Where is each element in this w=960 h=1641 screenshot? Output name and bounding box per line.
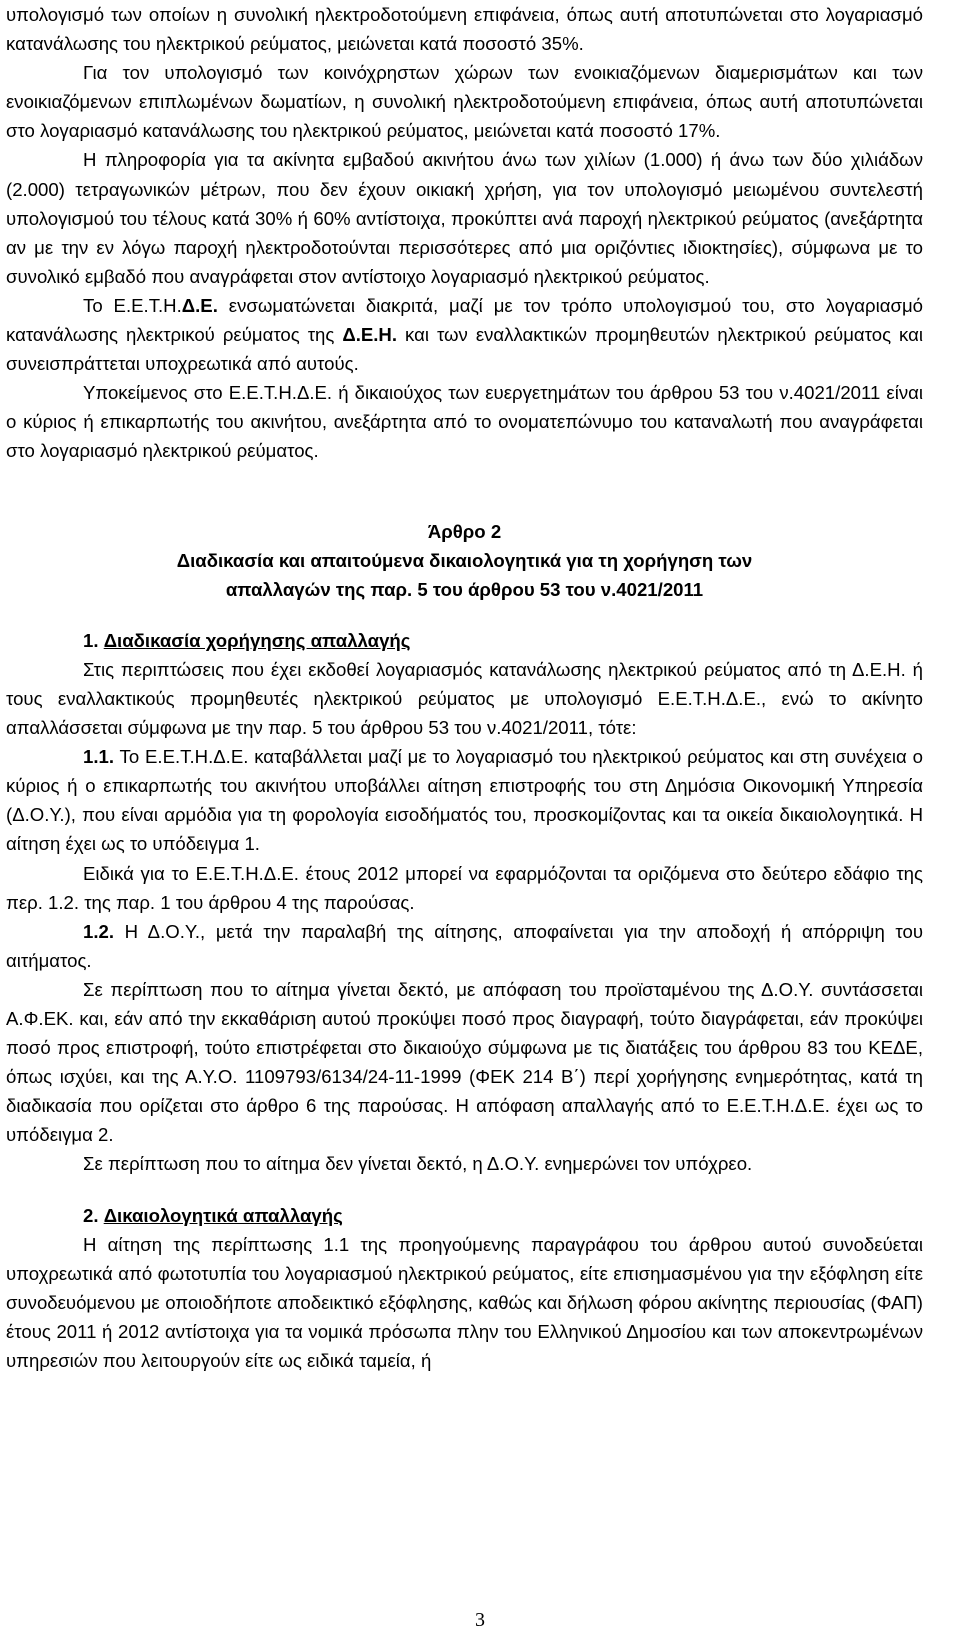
bold-text: Δ.Ε. xyxy=(181,294,218,316)
section-heading xyxy=(6,626,923,655)
page-number: 3 xyxy=(475,1609,485,1631)
paragraph: Σε περίπτωση που το αίτημα δεν γίνεται δεκτό, η Δ.Ο.Υ. ενημερώνει τον υπόχρεο. xyxy=(83,1153,753,1175)
section-number: 2. xyxy=(83,1204,99,1226)
text-run: Το Ε.Ε.Τ.Η. xyxy=(83,294,182,316)
paragraph: Ειδικά για το Ε.Ε.Τ.Η.Δ.Ε. έτους 2012 μπορεί να εφαρμόζονται τα οριζόμενα στο δεύτερο εδάφιο της περ. 1.2. της παρ. 1 του άρθρου 4 της παρούσας. xyxy=(6,862,923,913)
section-title: Δικαιολογητικά απαλλαγής xyxy=(103,1204,343,1226)
subsection-number: 1.1. xyxy=(83,746,115,768)
paragraph xyxy=(6,742,923,858)
text-run: Η Δ.Ο.Υ., μετά την παραλαβή της αίτησης, αποφαίνεται για την αποδοχή ή απόρριψη του αιτήματος. xyxy=(6,920,923,971)
paragraph xyxy=(6,291,923,378)
paragraph xyxy=(6,917,923,975)
text-run: και των εναλλακτικών προμηθευτών ηλεκτρικού ρεύματος και συνεισπράττεται υποχρεωτικά από αυτούς. xyxy=(6,324,923,375)
article-heading xyxy=(6,517,923,604)
paragraph: Η πληροφορία για τα ακίνητα εμβαδού ακινήτου άνω των χιλίων (1.000) ή άνω των δύο χιλιάδων (2.000) τετραγωνικών μέτρων, που δεν έχουν οικιακή χρήση, για τον υπολογισμό μειωμένου συντελεστή υπολογισμού του τέλους κατά 30% ή 60% αντίστοιχα, προκύπτει ανά παροχή ηλεκτρικού ρεύματος (ανεξάρτητα αν με την εν λόγω παροχή ηλεκτροδοτούνται περισσότερες από μια οριζόντιες ιδιοκτησίες), σύμφωνα με το συνολικό εμβαδό που αναγράφεται στον αντίστοιχο λογαριασμό ηλεκτρικού ρεύματος. xyxy=(6,149,923,287)
section-title: Διαδικασία χορήγησης απαλλαγής xyxy=(103,629,411,651)
article-title-line: απαλλαγών της παρ. 5 του άρθρου 53 του ν.4021/2011 xyxy=(225,578,704,600)
paragraph: Υποκείμενος στο Ε.Ε.Τ.Η.Δ.Ε. ή δικαιούχος των ευεργετημάτων του άρθρου 53 του ν.4021/2011 είναι ο κύριος ή επικαρπωτής του ακινήτου, ανεξάρτητα από το ονοματεπώνυμο του καταναλωτή που αναγράφεται στο λογαριασμό ηλεκτρικού ρεύματος. xyxy=(6,382,923,462)
paragraph: Σε περίπτωση που το αίτημα γίνεται δεκτό, με απόφαση του προϊσταμένου της Δ.Ο.Υ. συντάσσεται Α.Φ.ΕΚ. και, εάν από την εκκαθάριση αυτού προκύψει ποσό προς διαγραφή, τούτο διαγράφεται, εάν προκύψει ποσό προς επιστροφή, τούτο επιστρέφεται στο δικαιούχο σύμφωνα με τις διατάξεις του άρθρου 83 του ΚΕΔΕ, όπως ισχύει, και της Α.Υ.Ο. 1109793/6134/24-11-1999 (ΦΕΚ 214 Β΄) περί χορήγησης ενημερότητας, κατά τη διαδικασία που ορίζεται στο άρθρο 6 της παρούσας. Η απόφαση απαλλαγής από το Ε.Ε.Τ.Η.Δ.Ε. έχει ως το υπόδειγμα 2. xyxy=(6,978,923,1146)
section-heading xyxy=(6,1201,923,1230)
section-number: 1. xyxy=(83,629,99,651)
paragraph: Για τον υπολογισμό των κοινόχρηστων χώρων των ενοικιαζόμενων διαμερισμάτων και των ενοικιαζόμενων επιπλωμένων δωματίων, η συνολική ηλεκτροδοτούμενη επιφάνεια, όπως αυτή αποτυπώνεται στο λογαριασμό κατανάλωσης του ηλεκτρικού ρεύματος, μειώνεται κατά ποσοστό 17%. xyxy=(6,62,923,142)
paragraph: υπολογισμό των οποίων η συνολική ηλεκτροδοτούμενη επιφάνεια, όπως αυτή αποτυπώνεται στο λογαριασμό κατανάλωσης του ηλεκτρικού ρεύματος, μειώνεται κατά ποσοστό 35%. xyxy=(6,4,923,55)
text-run: ενσωματώνεται διακριτά, μαζί με τον τρόπο υπολογισμού του, στο λογαριασμό κατανάλωσης ηλεκτρικού ρεύματος της xyxy=(6,294,924,346)
paragraph: Στις περιπτώσεις που έχει εκδοθεί λογαριασμός κατανάλωσης ηλεκτρικού ρεύματος από τη Δ.Ε.Η. ή τους εναλλακτικούς προμηθευτές ηλεκτρικού ρεύματος με υπολογισμό Ε.Ε.Τ.Η.Δ.Ε., ενώ το ακίνητο απαλλάσσεται σύμφωνα με την παρ. 5 του άρθρου 53 του ν.4021/2011, τότε: xyxy=(6,658,923,739)
subsection-number: 1.2. xyxy=(83,920,115,942)
document-page xyxy=(6,0,923,1375)
text-run: Το Ε.Ε.Τ.Η.Δ.Ε. καταβάλλεται μαζί με το λογαριασμό του ηλεκτρικού ρεύματος και στη συνέχεια ο κύριος ή ο επικαρπωτής του ακινήτου υποβάλλει αίτηση επιστροφής του στη Δημόσια Οικονομική Υπηρεσία (Δ.Ο.Υ.), που είναι αρμόδια για τη φορολογία εισοδήματός του, προσκομίζοντας και τα οικεία δικαιολογητικά. Η αίτηση έχει ως το υπόδειγμα 1. xyxy=(6,746,923,855)
article-number: Άρθρο 2 xyxy=(427,520,502,542)
bold-text: Δ.Ε.Η. xyxy=(342,324,398,346)
paragraph: Η αίτηση της περίπτωσης 1.1 της προηγούμενης παραγράφου του άρθρου αυτού συνοδεύεται υποχρεωτικά από φωτοτυπία του λογαριασμού ηλεκτρικού ρεύματος, είτε επισημασμένου για την εξόφληση είτε συνοδευόμενου με οποιοδήποτε αποδεικτικό εξόφλησης, καθώς και δήλωση φόρου ακίνητης περιουσίας (ΦΑΠ) έτους 2011 ή 2012 αντίστοιχα για τα νομικά πρόσωπα πλην του Ελληνικού Δημοσίου και των αποκεντρωμένων υπηρεσιών που λειτουργούν είτε ως ειδικά ταμεία, ή xyxy=(6,1233,923,1372)
article-title-line: Διαδικασία και απαιτούμενα δικαιολογητικά για τη χορήγηση των xyxy=(176,549,753,571)
